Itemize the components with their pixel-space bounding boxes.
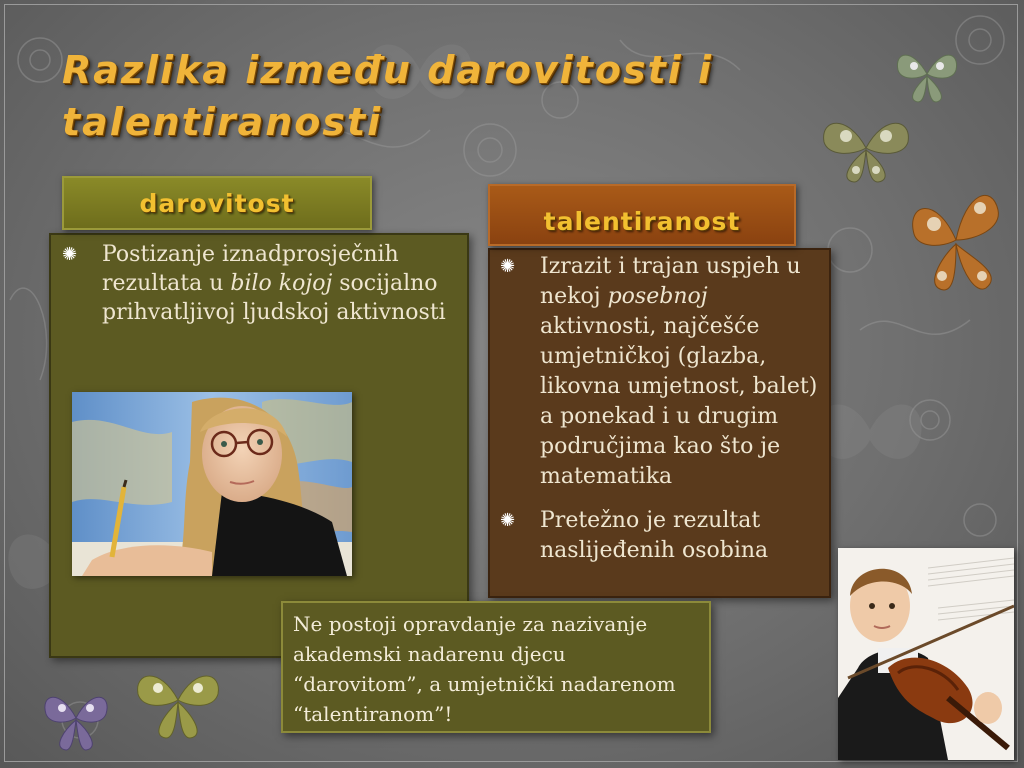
butterfly-icon xyxy=(40,682,112,754)
bullet-text: Pretežno je rezultat naslijeđenih osobina xyxy=(540,508,769,563)
butterfly-icon xyxy=(818,110,914,186)
butterfly-icon xyxy=(906,184,1006,296)
bullet-text: Izrazit i trajan uspjeh u nekoj xyxy=(540,254,801,309)
bullet-text: socijalno prihvatljivoj ljudskoj aktivnosti xyxy=(102,271,446,325)
list-item xyxy=(500,506,820,566)
talentiranost-tab xyxy=(488,184,796,246)
girl-studying-photo xyxy=(72,392,352,576)
flower-bullet-icon: ✺ xyxy=(500,256,516,277)
talentiranost-bullet-list xyxy=(500,252,820,580)
slide-title-line2: talentiranosti xyxy=(62,100,383,144)
darovitost-tab xyxy=(62,176,372,230)
flower-bullet-icon: ✺ xyxy=(62,244,78,265)
list-item xyxy=(62,240,457,327)
bullet-text: aktivnosti, najčešće umjetničkoj (glazba, likovna umjetnost, balet) a ponekad i u drugim područjima kao što je matematika xyxy=(540,314,818,489)
bullet-emphasis: posebnoj xyxy=(607,284,708,309)
note-box xyxy=(281,601,711,733)
darovitost-heading: darovitost xyxy=(139,188,295,218)
list-item xyxy=(500,252,820,492)
butterfly-icon xyxy=(892,42,962,106)
bullet-text: Postizanje iznadprosječnih rezultata u xyxy=(102,242,399,296)
darovitost-bullet-list xyxy=(62,240,457,341)
talentiranost-heading: talentiranost xyxy=(543,207,741,236)
note-text: Ne postoji opravdanje za nazivanje akademski nadarenu djecu “darovitom”, a umjetnički nadarenom “talentiranom”! xyxy=(293,612,676,726)
flower-bullet-icon: ✺ xyxy=(500,510,516,531)
butterfly-icon xyxy=(132,660,224,742)
boy-violin-photo xyxy=(838,548,1014,760)
slide-title-line1: Razlika između darovitosti i xyxy=(62,48,714,92)
slide-title xyxy=(62,44,782,148)
bullet-emphasis: bilo kojoj xyxy=(230,271,333,296)
